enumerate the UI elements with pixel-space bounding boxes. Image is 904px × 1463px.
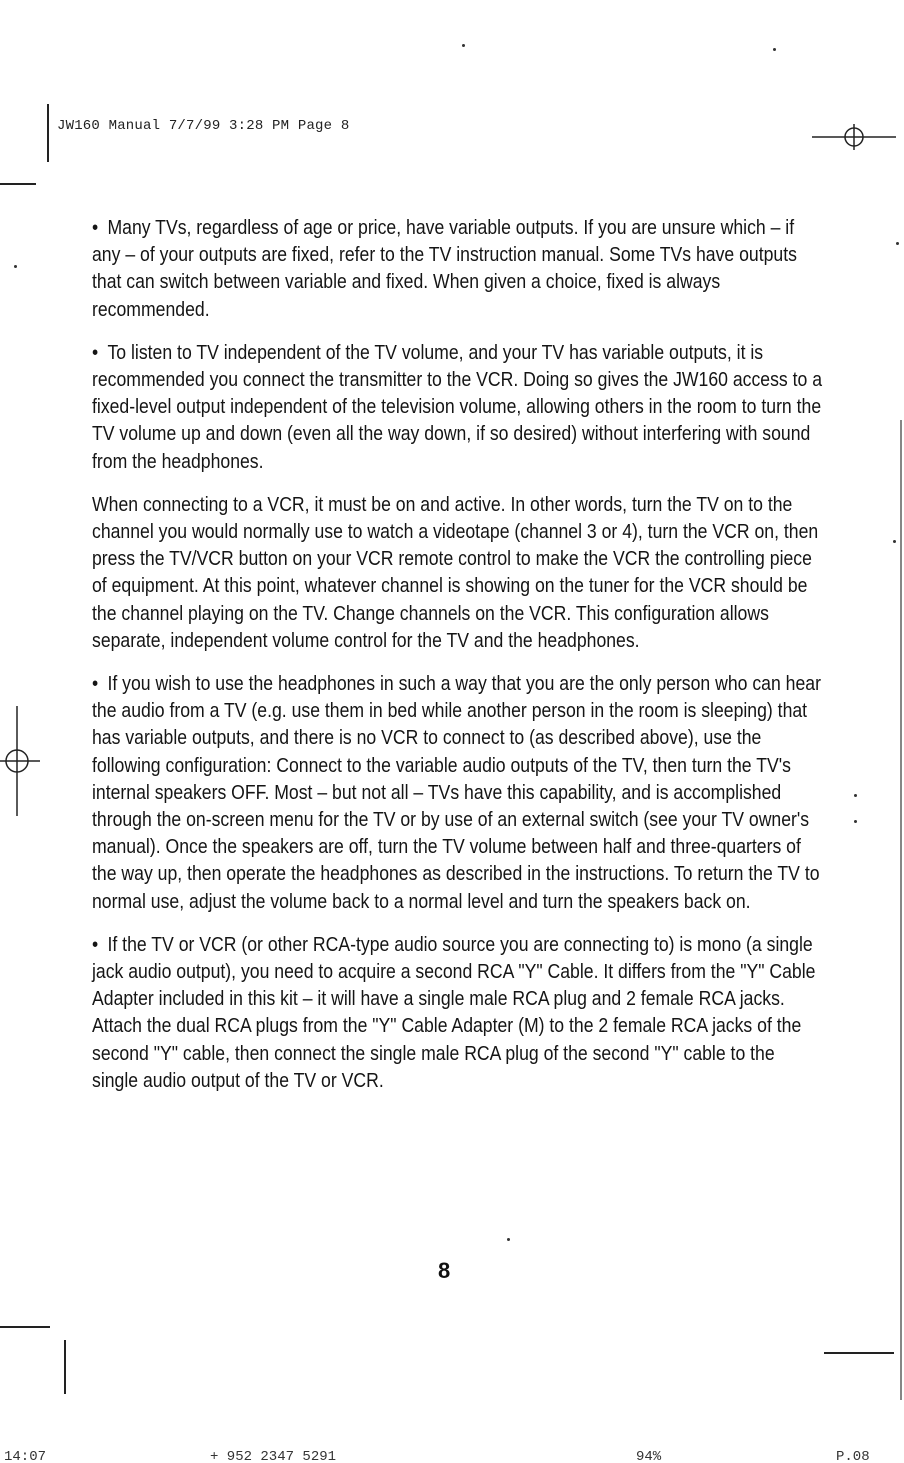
paragraph-text: When connecting to a VCR, it must be on and active. In other words, turn the TV on to the channel you would normally use to watch a videotape (channel 3 or 4), turn the VCR on, then press the TV/VCR button on your VCR remote control to make the VCR the controlling piece of equipment. At this point, whatever channel is showing on the tuner for the VCR should be the channel playing on the TV. Change channels on the VCR. This configuration allows separate, independent volume control for the TV and the headphones.	[92, 492, 819, 652]
paragraph-vcr-active	[92, 491, 823, 654]
scan-speck	[14, 265, 17, 268]
crop-mark-bottom-left-horizontal	[0, 1326, 50, 1328]
scan-speck	[854, 820, 857, 823]
paragraph-mono-source	[92, 931, 823, 1094]
scan-speck	[893, 540, 896, 543]
paragraph-text: If the TV or VCR (or other RCA-type audio source you are connecting to) is mono (a single jack audio output), you need to acquire a second RCA "Y" Cable. It differs from the "Y" Cable Adapter included in this kit – it will have a single male RCA plug and 2 female RCA jacks. Attach the dual RCA plugs from the "Y" Cable Adapter (M) to the 2 female RCA jacks of the second "Y" cable, then connect the single male RCA plug of the second "Y" cable to the single audio output of the TV or VCR.	[92, 932, 816, 1092]
crop-mark-bottom-right-horizontal	[824, 1352, 894, 1354]
fax-phone: + 952 2347 5291	[210, 1449, 337, 1463]
crop-mark-top-left-vertical	[47, 104, 49, 162]
registration-mark-left-icon	[0, 706, 40, 816]
crop-mark-top-left-horizontal	[0, 183, 36, 185]
fax-page: P.08	[836, 1449, 870, 1463]
registration-mark-right-icon	[812, 122, 896, 152]
bullet-icon: •	[92, 672, 99, 696]
scan-speck	[462, 44, 465, 47]
crop-mark-bottom-left-vertical	[64, 1340, 66, 1394]
bullet-icon: •	[92, 932, 99, 956]
fax-percent: 94%	[636, 1449, 662, 1463]
paragraph-text: Many TVs, regardless of age or price, have variable outputs. If you are unsure which – if any – of your outputs are fixed, refer to the TV instruction manual. Some TVs have outputs that can switch between variable and fixed. When given a choice, fixed is always recommended.	[92, 216, 797, 321]
paragraph-connect-vcr	[92, 339, 823, 475]
document-header: JW160 Manual 7/7/99 3:28 PM Page 8	[57, 118, 350, 134]
bullet-icon: •	[92, 216, 99, 239]
scan-edge-line	[900, 420, 902, 1400]
scan-speck	[773, 48, 776, 51]
fax-time: 14:07	[4, 1449, 47, 1463]
paragraph-text: To listen to TV independent of the TV volume, and your TV has variable outputs, it is recommended you connect the transmitter to the VCR. Doing so gives the JW160 access to a fixed-level output independent of the television volume, allowing others in the room to turn the TV volume up and down (even all the way down, if so desired) without interfering with sound from the headphones.	[92, 340, 823, 473]
scan-speck	[507, 1238, 510, 1241]
page-number: 8	[438, 1258, 451, 1283]
fax-footer	[0, 1449, 904, 1463]
body-text	[92, 214, 823, 1110]
paragraph-text: If you wish to use the headphones in such a way that you are the only person who can hear the audio from a TV (e.g. use them in bed while another person in the room is sleeping) that has variable outputs, and there is no VCR to connect to (as described above), use the following configuration: Connect to the variable audio outputs of the TV, then turn the TV's internal speakers OFF. Most – but not all – TVs have this capability, and is accomplished through the on-screen menu for the TV or by use of an external switch (see your TV owner's manual). Once the speakers are off, turn the TV volume between half and three-quarters of the way up, then operate the headphones as described in the instructions. To return the TV to normal use, adjust the volume back to a normal level and turn the speakers back on.	[92, 672, 821, 913]
paragraph-variable-outputs	[92, 214, 823, 323]
scan-speck	[854, 794, 857, 797]
scan-speck	[896, 242, 899, 245]
paragraph-private-listening	[92, 670, 823, 915]
bullet-icon: •	[92, 340, 99, 364]
